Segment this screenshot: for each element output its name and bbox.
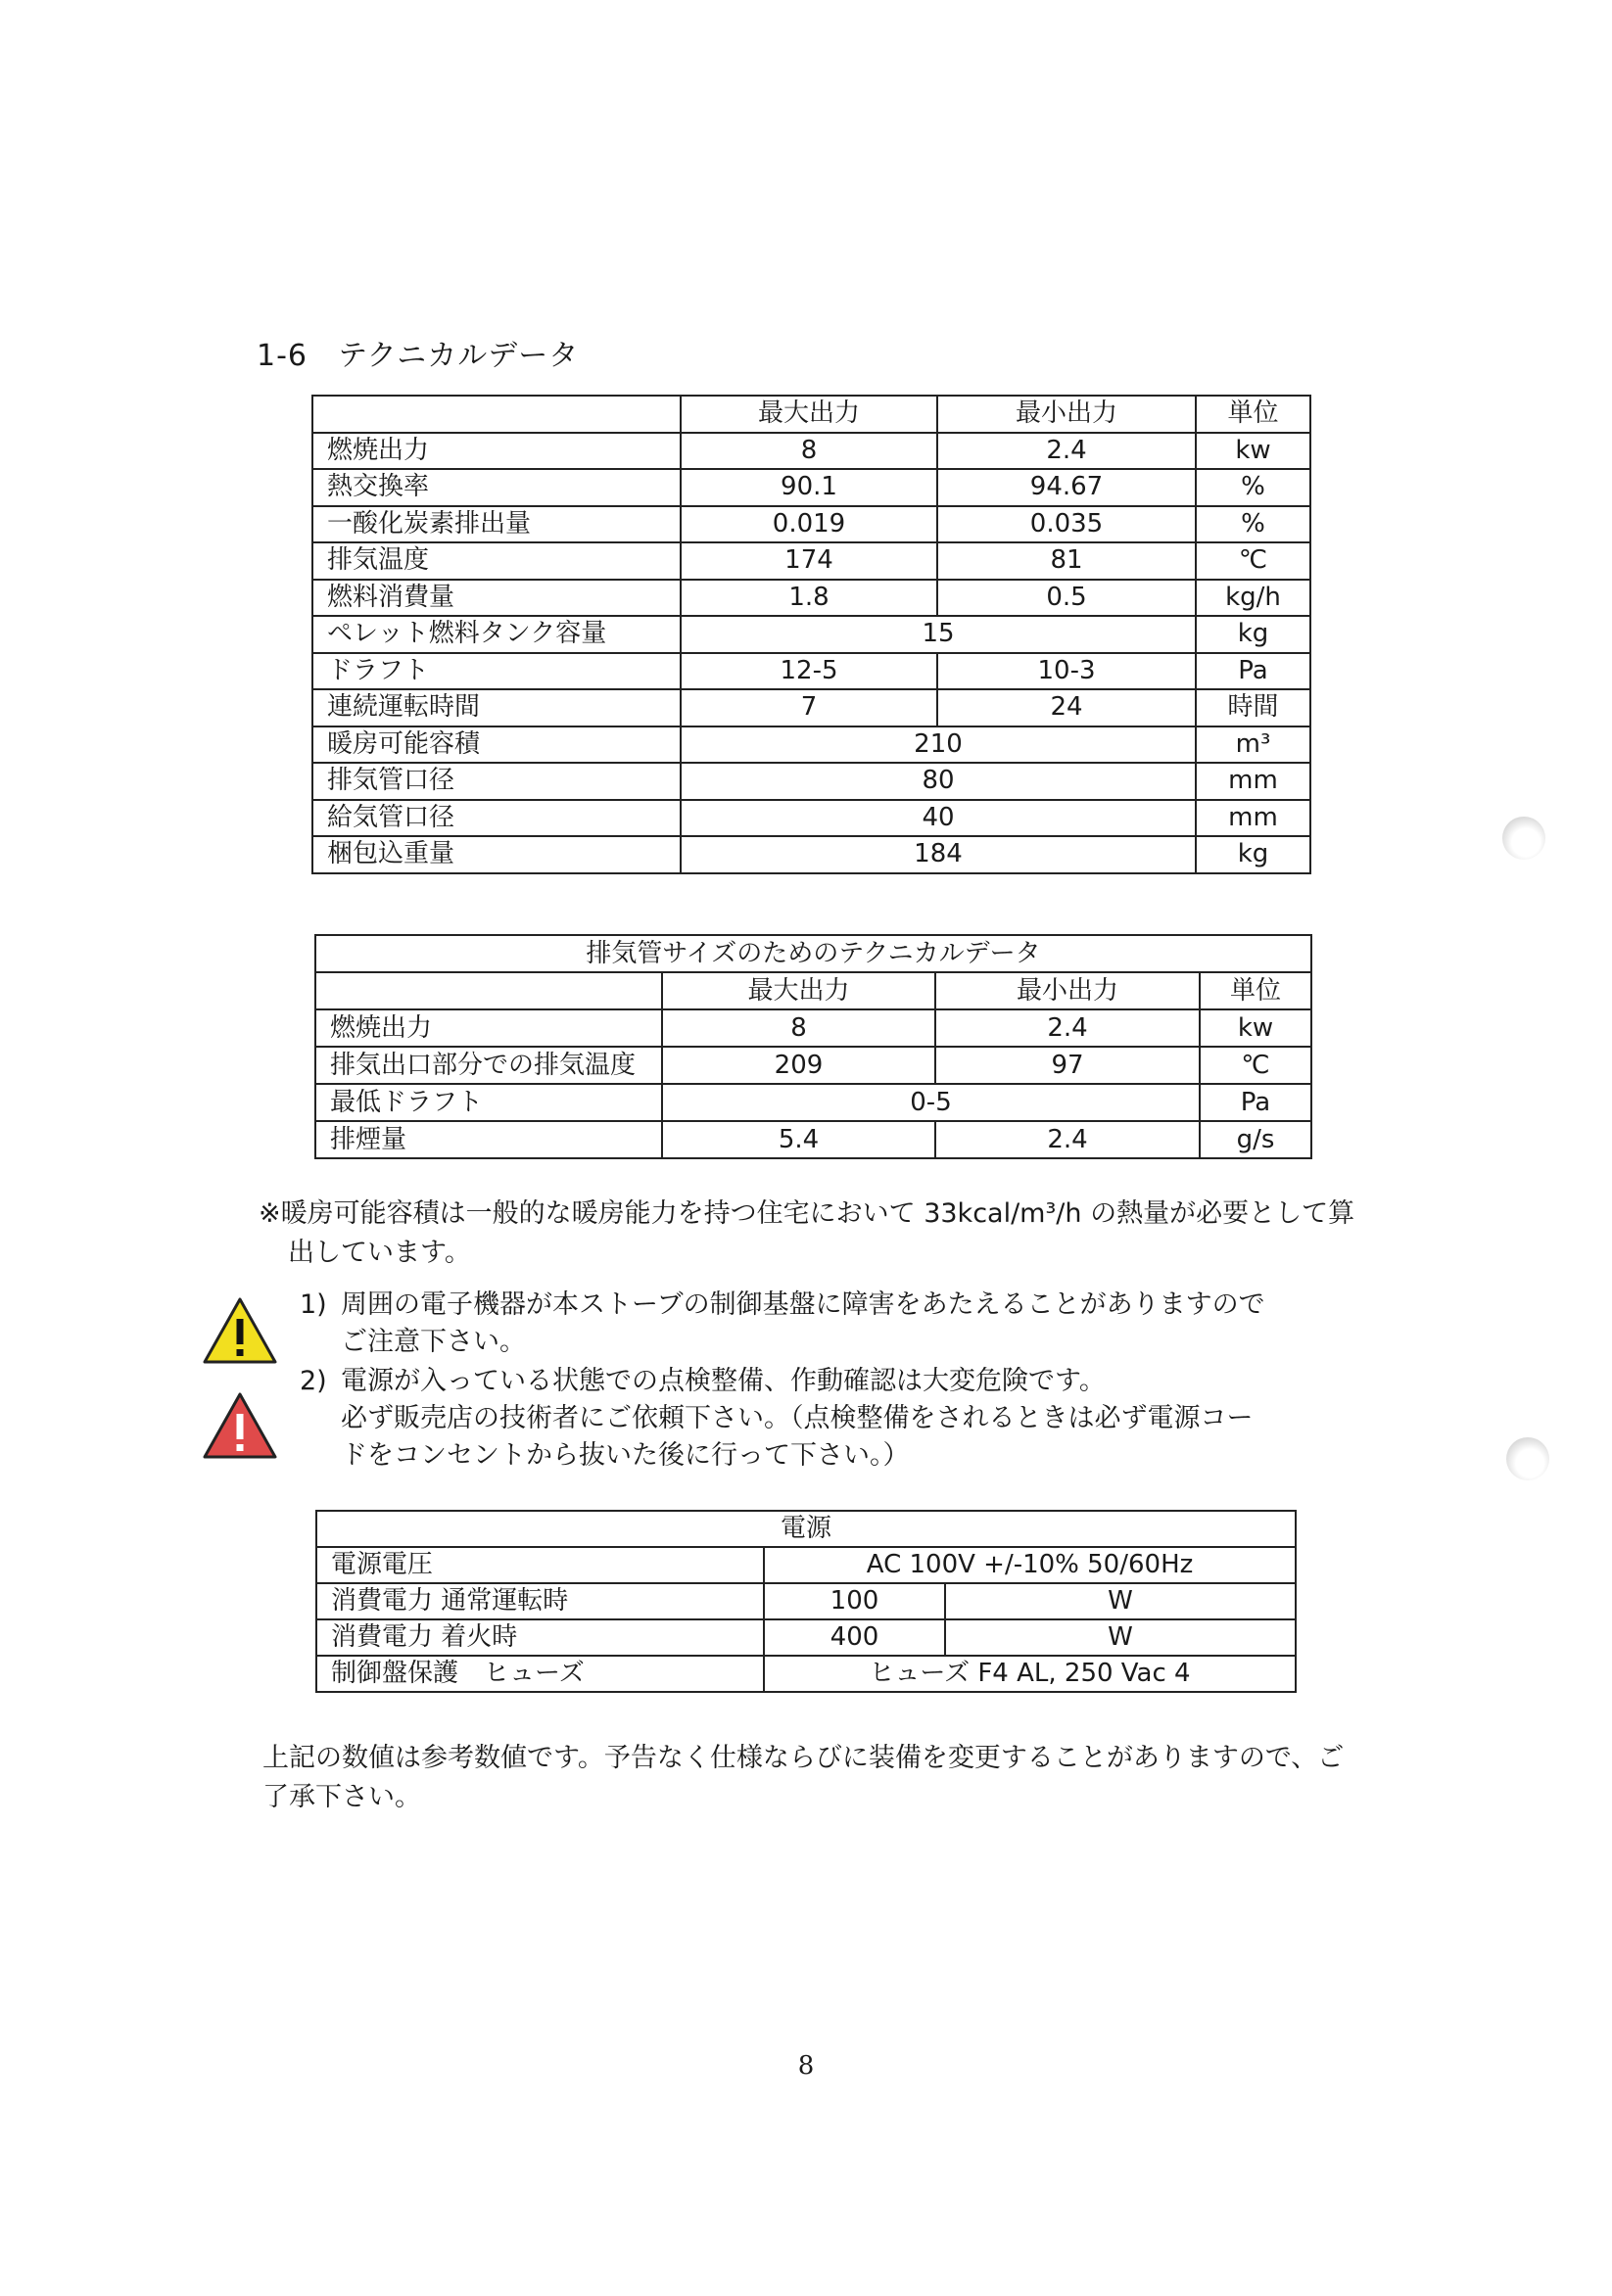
- min-value: 2.4: [937, 433, 1196, 470]
- unit: kg/h: [1196, 580, 1310, 617]
- punch-hole: [1502, 817, 1545, 860]
- unit: mm: [1196, 763, 1310, 800]
- merged-value: AC 100V +/-10% 50/60Hz: [764, 1547, 1296, 1583]
- punch-hole: [1506, 1437, 1549, 1480]
- table-header-cell: [315, 972, 662, 1009]
- table-row: [312, 506, 1310, 543]
- unit: kg: [1196, 616, 1310, 653]
- min-value: 2.4: [935, 1009, 1200, 1047]
- merged-value: 210: [681, 726, 1196, 764]
- unit: %: [1196, 469, 1310, 506]
- row-label: 熱交換率: [312, 469, 681, 506]
- max-value: 8: [681, 433, 937, 470]
- unit: m³: [1196, 726, 1310, 764]
- merged-value: 80: [681, 763, 1196, 800]
- value: 100: [764, 1583, 945, 1619]
- unit: ℃: [1200, 1047, 1311, 1084]
- min-value: 81: [937, 542, 1196, 580]
- table-row: [312, 542, 1310, 580]
- note-line: ※暖房可能容積は一般的な暖房能力を持つ住宅において 33kcal/m³/h の熱量が必要として算: [259, 1198, 1355, 1229]
- warning-text: 電源が入っている状態での点検整備、作動確認は大変危険です。: [341, 1366, 1106, 1396]
- caution-icon: [202, 1295, 278, 1366]
- table-title-row: [316, 1511, 1296, 1547]
- row-label: 燃焼出力: [315, 1009, 662, 1047]
- unit: Pa: [1196, 653, 1310, 690]
- power-supply-table: [315, 1510, 1297, 1693]
- table-title: 排気管サイズのためのテクニカルデータ: [315, 935, 1311, 972]
- merged-value: ヒューズ F4 AL, 250 Vac 4: [764, 1656, 1296, 1692]
- row-label: ペレット燃料タンク容量: [312, 616, 681, 653]
- unit: kg: [1196, 836, 1310, 873]
- table-title-row: [315, 935, 1311, 972]
- row-label: 暖房可能容積: [312, 726, 681, 764]
- table-row: [316, 1656, 1296, 1692]
- max-value: 12-5: [681, 653, 937, 690]
- merged-value: 184: [681, 836, 1196, 873]
- unit: kw: [1196, 433, 1310, 470]
- exhaust-pipe-data-table: [314, 934, 1312, 1159]
- unit: W: [945, 1619, 1296, 1656]
- table-header-cell: 最大出力: [662, 972, 935, 1009]
- min-value: 10-3: [937, 653, 1196, 690]
- table-header-cell: 最小出力: [937, 396, 1196, 433]
- table-row: [316, 1619, 1296, 1656]
- table-row: [312, 836, 1310, 873]
- table-row: [312, 763, 1310, 800]
- table-row: [312, 616, 1310, 653]
- warning-text: ドをコンセントから抜いた後に行って下さい。）: [341, 1440, 910, 1471]
- row-label: 排気管口径: [312, 763, 681, 800]
- table-row: [312, 653, 1310, 690]
- table-header-cell: [312, 396, 681, 433]
- min-value: 0.5: [937, 580, 1196, 617]
- table-header-row: [312, 396, 1310, 433]
- warning-number: 2): [300, 1366, 327, 1396]
- row-label: 排気出口部分での排気温度: [315, 1047, 662, 1084]
- note-line: 上記の数値は参考数値です。予告なく仕様ならびに装備を変更することがありますので、ご: [262, 1743, 1345, 1773]
- row-label: 最低ドラフト: [315, 1084, 662, 1121]
- table-row: [312, 433, 1310, 470]
- unit: 時間: [1196, 689, 1310, 726]
- row-label: 連続運転時間: [312, 689, 681, 726]
- min-value: 24: [937, 689, 1196, 726]
- table-row: [315, 1084, 1311, 1121]
- row-label: 制御盤保護 ヒューズ: [316, 1656, 764, 1692]
- table-row: [316, 1583, 1296, 1619]
- table-row: [315, 1009, 1311, 1047]
- min-value: 97: [935, 1047, 1200, 1084]
- table-row: [315, 1121, 1311, 1158]
- unit: ℃: [1196, 542, 1310, 580]
- table-row: [312, 726, 1310, 764]
- unit: W: [945, 1583, 1296, 1619]
- row-label: 消費電力 通常運転時: [316, 1583, 764, 1619]
- warning-text: ご注意下さい。: [341, 1327, 526, 1357]
- note-line: 出しています。: [288, 1238, 471, 1268]
- max-value: 5.4: [662, 1121, 935, 1158]
- min-value: 2.4: [935, 1121, 1200, 1158]
- heating-volume-note: [259, 1195, 1355, 1273]
- row-label: 梱包込重量: [312, 836, 681, 873]
- table-header-cell: 最小出力: [935, 972, 1200, 1009]
- row-label: 燃料消費量: [312, 580, 681, 617]
- max-value: 209: [662, 1047, 935, 1084]
- warning-item-2: [300, 1363, 1338, 1475]
- table-title: 電源: [316, 1511, 1296, 1547]
- merged-value: 0-5: [662, 1084, 1200, 1121]
- warning-text: 必ず販売店の技術者にご依頼下さい。（点検整備をされるときは必ず電源コー: [341, 1403, 1254, 1433]
- warning-item-1: [300, 1287, 1338, 1361]
- min-value: 94.67: [937, 469, 1196, 506]
- table-row: [315, 1047, 1311, 1084]
- max-value: 0.019: [681, 506, 937, 543]
- danger-icon: [202, 1390, 278, 1461]
- table-row: [312, 800, 1310, 837]
- warning-number: 1): [300, 1289, 327, 1320]
- max-value: 90.1: [681, 469, 937, 506]
- table-row: [316, 1547, 1296, 1583]
- row-label: 給気管口径: [312, 800, 681, 837]
- unit: %: [1196, 506, 1310, 543]
- merged-value: 40: [681, 800, 1196, 837]
- row-label: 排煙量: [315, 1121, 662, 1158]
- page-number: 8: [797, 2051, 815, 2081]
- row-label: 燃焼出力: [312, 433, 681, 470]
- row-label: 一酸化炭素排出量: [312, 506, 681, 543]
- note-line: 了承下さい。: [262, 1782, 421, 1812]
- table-row: [312, 580, 1310, 617]
- table-header-cell: 単位: [1196, 396, 1310, 433]
- value: 400: [764, 1619, 945, 1656]
- warning-text: 周囲の電子機器が本ストーブの制御基盤に障害をあたえることがありますので: [341, 1289, 1265, 1320]
- technical-data-table: [311, 395, 1311, 874]
- max-value: 7: [681, 689, 937, 726]
- unit: Pa: [1200, 1084, 1311, 1121]
- merged-value: 15: [681, 616, 1196, 653]
- row-label: ドラフト: [312, 653, 681, 690]
- row-label: 電源電圧: [316, 1547, 764, 1583]
- table-header-cell: 単位: [1200, 972, 1311, 1009]
- max-value: 8: [662, 1009, 935, 1047]
- max-value: 174: [681, 542, 937, 580]
- unit: g/s: [1200, 1121, 1311, 1158]
- table-header-row: [315, 972, 1311, 1009]
- table-row: [312, 689, 1310, 726]
- table-row: [312, 469, 1310, 506]
- min-value: 0.035: [937, 506, 1196, 543]
- section-title: 1-6 テクニカルデータ: [257, 339, 580, 373]
- disclaimer-note: [262, 1739, 1359, 1817]
- max-value: 1.8: [681, 580, 937, 617]
- row-label: 排気温度: [312, 542, 681, 580]
- unit: mm: [1196, 800, 1310, 837]
- unit: kw: [1200, 1009, 1311, 1047]
- row-label: 消費電力 着火時: [316, 1619, 764, 1656]
- table-header-cell: 最大出力: [681, 396, 937, 433]
